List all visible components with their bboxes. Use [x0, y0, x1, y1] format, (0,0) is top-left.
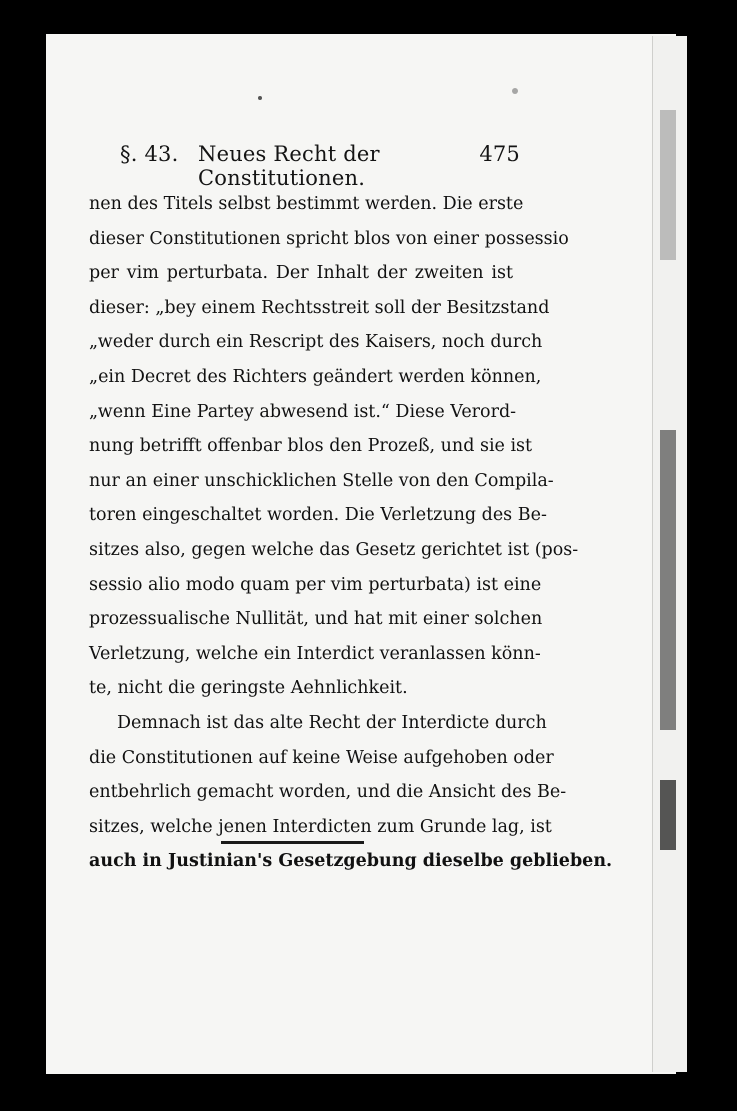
text-line: auch in Justinian's Gesetzgebung dieselbe geblieben.: [89, 851, 613, 872]
section-number: §. 43.: [120, 142, 179, 166]
edge-ink-mark: [660, 780, 676, 850]
text-line: per vim perturbata. Der Inhalt der zweiten ist: [89, 263, 513, 284]
text-line: entbehrlich gemacht worden, und die Ansicht des Be-: [89, 782, 567, 803]
page-number: 475: [479, 142, 520, 166]
running-title: Neues Recht der Constitutionen.: [198, 142, 380, 190]
text-line: die Constitutionen auf keine Weise aufgehoben oder: [89, 747, 554, 768]
text-line: sessio alio modo quam per vim perturbata) ist eine: [89, 574, 542, 595]
edge-ink-mark: [660, 430, 676, 730]
text-line: dieser: „bey einem Rechtsstreit soll der Besitzstand: [89, 297, 550, 318]
ink-speck: [512, 88, 518, 94]
running-header: [120, 140, 520, 190]
edge-ink-mark: [660, 110, 676, 260]
text-line: dieser Constitutionen spricht blos von einer possessio: [89, 228, 569, 249]
text-line: nen des Titels selbst bestimmt werden. Die erste: [89, 194, 524, 214]
text-line: nur an einer unschicklichen Stelle von den Compila-: [89, 470, 554, 491]
text-line: Verletzung, welche ein Interdict veranlassen könn-: [89, 643, 541, 664]
ink-speck: [258, 96, 262, 100]
text-line: sitzes, welche jenen Interdicten zum Grunde lag, ist: [89, 816, 552, 837]
text-line: „weder durch ein Rescript des Kaisers, noch durch: [89, 332, 543, 353]
text-line: „wenn Eine Partey abwesend ist.“ Diese Verord-: [89, 401, 517, 422]
text-line: Demnach ist das alte Recht der Interdicte durch: [117, 712, 547, 733]
text-line: nung betrifft offenbar blos den Prozeß, und sie ist: [89, 436, 533, 457]
text-line: sitzes also, gegen welche das Gesetz gerichtet ist (pos-: [89, 539, 579, 560]
text-line: te, nicht die geringste Aehnlichkeit.: [89, 678, 408, 699]
text-line: toren eingeschaltet worden. Die Verletzung des Be-: [89, 505, 547, 526]
text-line: prozessualische Nullität, und hat mit einer solchen: [89, 609, 543, 630]
closing-rule: [221, 841, 364, 844]
body-text: [89, 187, 613, 879]
text-line: „ein Decret des Richters geändert werden können,: [89, 366, 542, 387]
